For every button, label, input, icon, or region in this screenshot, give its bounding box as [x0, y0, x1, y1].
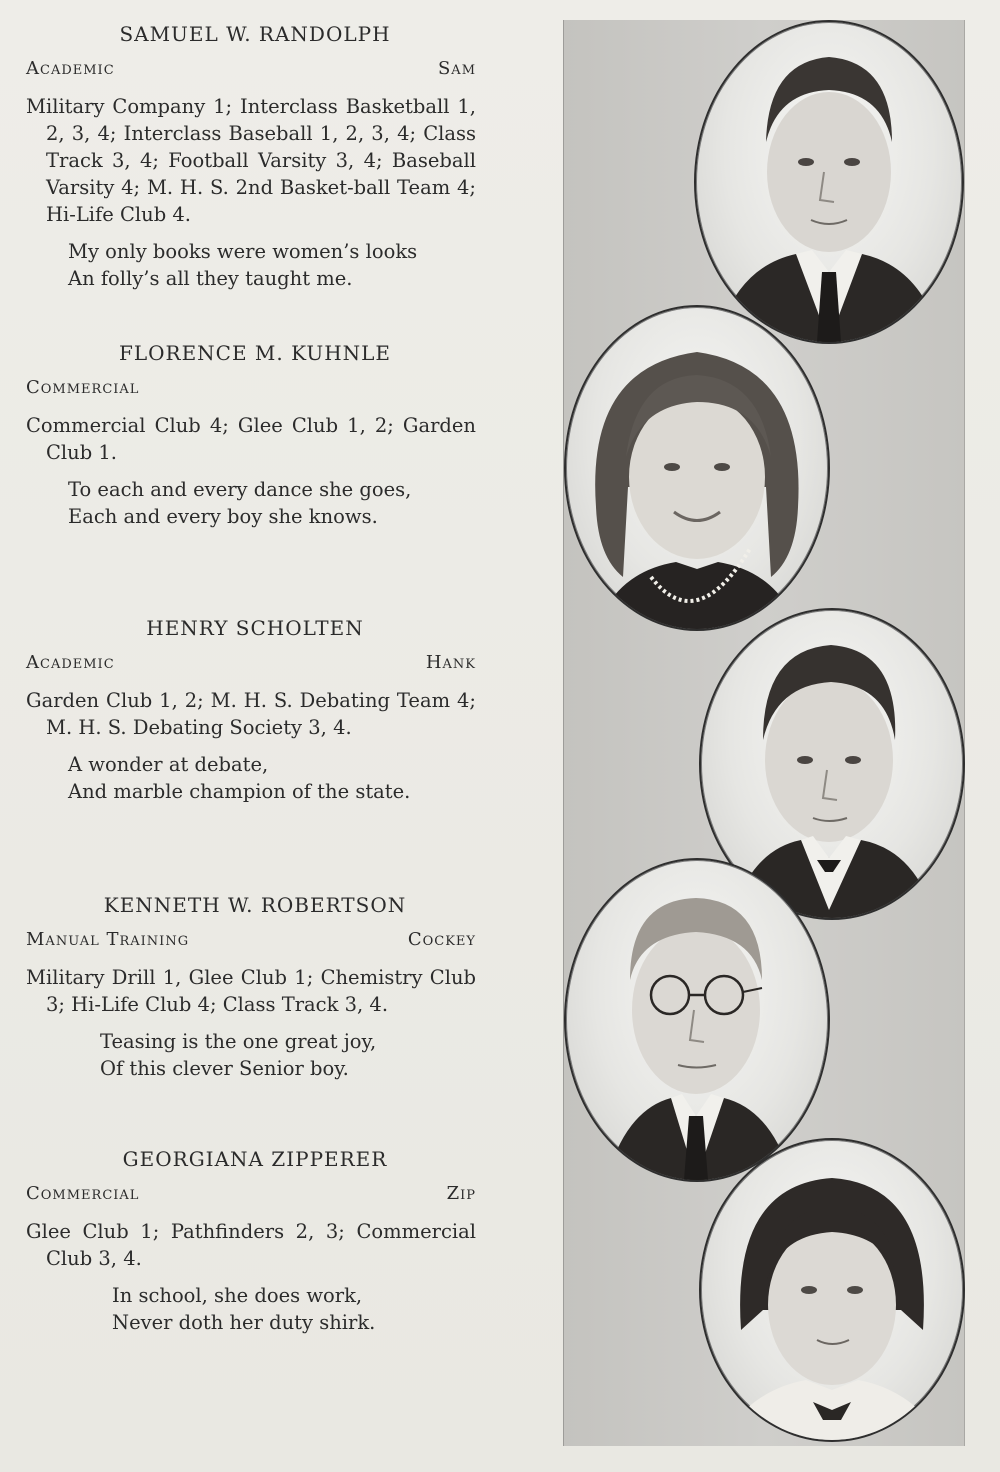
portrait-male-icon — [696, 22, 962, 342]
student-entry — [26, 893, 476, 1082]
student-portrait — [564, 858, 830, 1182]
activities-text: Glee Club 1; Pathfinders 2, 3; Commercial Club 3, 4. — [26, 1220, 476, 1270]
student-name: HENRY SCHOLTEN — [146, 616, 364, 640]
verse — [26, 751, 476, 805]
student-name: SAMUEL W. RANDOLPH — [119, 22, 391, 46]
course-label: Commercial — [26, 377, 140, 398]
verse-line: My only books were women’s looks — [68, 240, 418, 263]
student-portrait — [694, 20, 964, 344]
student-entry — [26, 341, 476, 530]
student-entry — [26, 1147, 476, 1336]
portrait-male-glasses-icon — [566, 860, 828, 1180]
nickname-label: Sam — [437, 58, 476, 79]
portrait-female-icon — [701, 1140, 963, 1440]
student-entry — [26, 22, 476, 292]
verse-line: An folly’s all they taught me. — [68, 267, 353, 290]
course-label: Commercial — [26, 1183, 140, 1204]
activities-text: Military Company 1; Interclass Basketball 1, 2, 3, 4; Interclass Baseball 1, 2, 3, 4; Class Track 3, 4; Football Varsity 3, 4; Baseball Varsity 4; M. H. S. 2nd Basket-ball Team 4; Hi-Life Club 4. — [26, 95, 476, 226]
portrait-female-icon — [566, 307, 828, 629]
verse-line: To each and every dance she goes, — [68, 478, 412, 501]
student-portrait — [564, 305, 830, 631]
student-portrait — [699, 1138, 965, 1442]
photo-strip — [563, 20, 965, 1446]
verse-line: Each and every boy she knows. — [68, 505, 378, 528]
course-row — [26, 652, 476, 673]
verse-line: A wonder at debate, — [68, 753, 269, 776]
activities-text: Commercial Club 4; Glee Club 1, 2; Garden Club 1. — [26, 414, 476, 464]
course-label: Academic — [26, 58, 115, 79]
student-name: FLORENCE M. KUHNLE — [118, 341, 392, 365]
course-row — [26, 58, 476, 79]
activities-text: Garden Club 1, 2; M. H. S. Debating Team 4; M. H. S. Debating Society 3, 4. — [26, 689, 476, 739]
course-row — [26, 929, 476, 950]
verse — [26, 1282, 476, 1336]
verse — [26, 476, 476, 530]
student-name: GEORGIANA ZIPPERER — [122, 1147, 388, 1171]
verse-line: Teasing is the one great joy, — [100, 1030, 377, 1053]
nickname-label: Hank — [425, 652, 476, 673]
verse — [26, 238, 476, 292]
course-row — [26, 377, 476, 398]
student-name: KENNETH W. ROBERTSON — [103, 893, 407, 917]
student-entry — [26, 616, 476, 805]
course-label: Manual Training — [26, 929, 190, 950]
course-label: Academic — [26, 652, 115, 673]
verse-line: In school, she does work, — [112, 1284, 363, 1307]
verse-line: Of this clever Senior boy. — [100, 1057, 349, 1080]
course-row — [26, 1183, 476, 1204]
verse — [26, 1028, 476, 1082]
activities-text: Military Drill 1, Glee Club 1; Chemistry Club 3; Hi-Life Club 4; Class Track 3, 4. — [26, 966, 476, 1016]
nickname-label: Cockey — [407, 929, 476, 950]
verse-line: And marble champion of the state. — [68, 780, 411, 803]
nickname-label: Zip — [446, 1183, 476, 1204]
verse-line: Never doth her duty shirk. — [112, 1311, 376, 1334]
